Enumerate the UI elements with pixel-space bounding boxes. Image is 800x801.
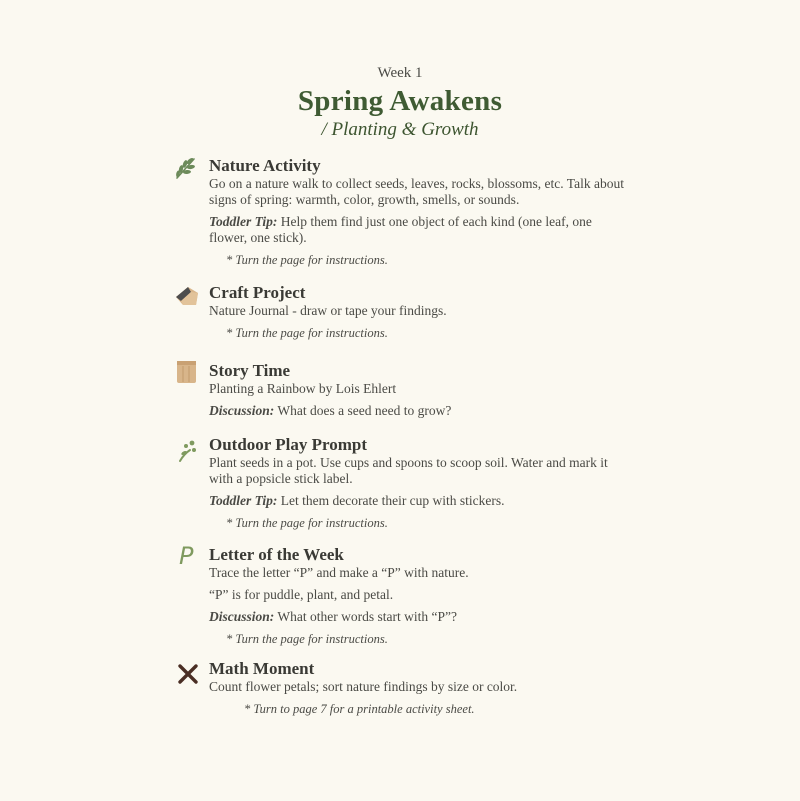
discussion-label: Discussion: <box>209 609 275 624</box>
section-title: Letter of the Week <box>209 545 344 564</box>
section-text-secondary: “P” is for puddle, plant, and petal. <box>209 587 394 602</box>
section-title: Outdoor Play Prompt <box>209 435 368 454</box>
instructions-note: * Turn the page for instructions. <box>226 632 388 646</box>
section-title: Story Time <box>209 361 291 380</box>
page-title: Spring Awakens <box>297 85 503 117</box>
page-subtitle: / Planting & Growth <box>321 119 479 140</box>
instructions-note: * Turn to page 7 for a printable activity sheet. <box>244 702 475 716</box>
book-icon <box>175 359 199 390</box>
cross-icon <box>177 663 199 690</box>
section-text: Nature Journal - draw or tape your findings. <box>209 303 447 318</box>
section-title: Craft Project <box>209 283 306 302</box>
section-text: Go on a nature walk to collect seeds, leaves, rocks, blossoms, etc. Talk about signs of spring: warmth, color, growth, smells, or sounds. <box>209 176 624 207</box>
section-nature-activity <box>209 156 629 268</box>
section-text: Count flower petals; sort nature findings by size or color. <box>209 679 518 694</box>
letter-p-icon: P <box>179 542 194 570</box>
toddler-tip-text: Let them decorate their cup with stickers. <box>277 493 505 508</box>
sprout-icon <box>175 438 199 469</box>
section-outdoor-play <box>209 435 629 531</box>
section-text: Planting a Rainbow by Lois Ehlert <box>209 381 397 396</box>
section-title: Math Moment <box>209 659 315 678</box>
toddler-tip-label: Toddler Tip: <box>209 214 278 229</box>
section-text: Trace the letter “P” and make a “P” with nature. <box>209 565 469 580</box>
discussion <box>209 403 629 419</box>
instructions-note: * Turn the page for instructions. <box>226 516 388 530</box>
instructions-note: * Turn the page for instructions. <box>226 326 388 340</box>
leaf-icon <box>173 155 199 186</box>
discussion-text: What other words start with “P”? <box>274 609 457 624</box>
toddler-tip <box>209 214 629 246</box>
section-math-moment <box>209 659 629 717</box>
instructions-note: * Turn the page for instructions. <box>226 253 388 267</box>
toddler-tip-label: Toddler Tip: <box>209 493 278 508</box>
discussion-label: Discussion: <box>209 403 275 418</box>
discussion-text: What does a seed need to grow? <box>274 403 452 418</box>
section-craft-project <box>209 283 629 341</box>
toddler-tip <box>209 493 629 509</box>
week-label: Week 1 <box>377 65 423 81</box>
section-letter-of-week <box>209 545 629 647</box>
page-header <box>0 64 800 141</box>
discussion <box>209 609 629 625</box>
section-title: Nature Activity <box>209 156 321 175</box>
toddler-tip-text: Help them find just one object of each kind (one leaf, one flower, one stick). <box>209 214 592 245</box>
crayon-icon <box>174 283 200 314</box>
section-text: Plant seeds in a pot. Use cups and spoons to scoop soil. Water and mark it with a popsicle stick label. <box>209 455 608 486</box>
section-story-time <box>209 361 629 419</box>
